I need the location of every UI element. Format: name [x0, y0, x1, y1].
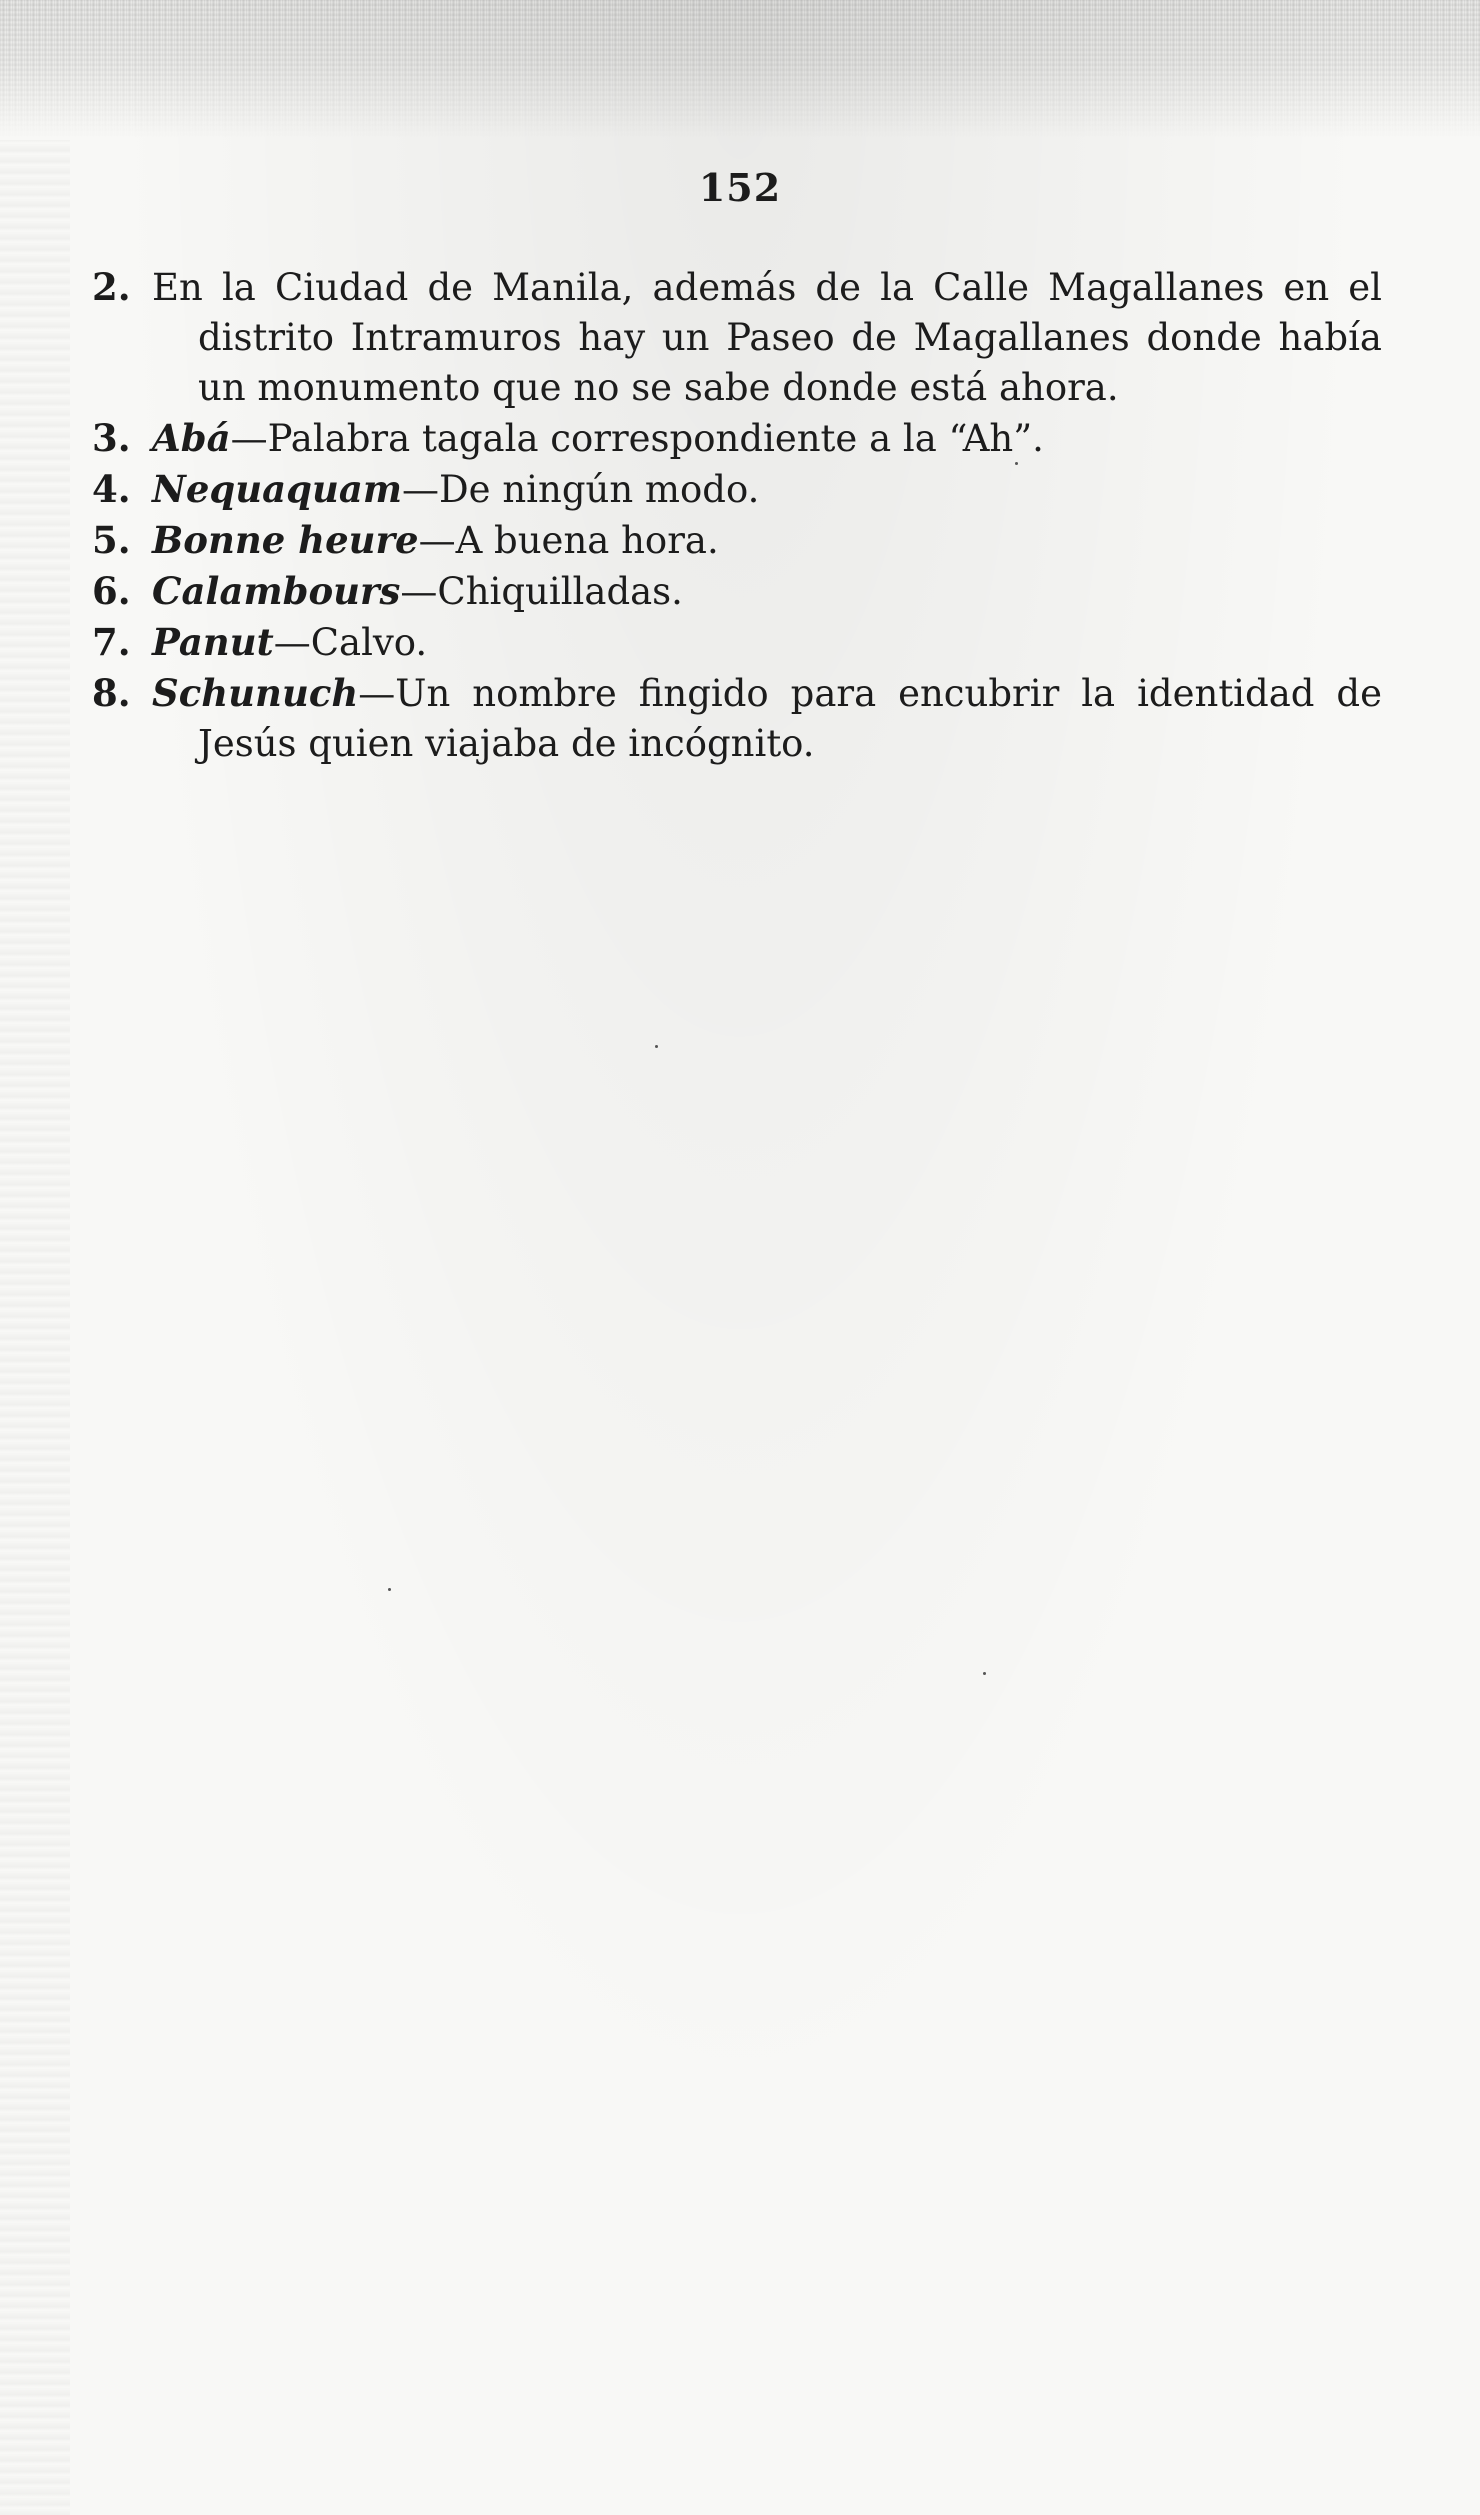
- footnote-3: [92, 413, 1382, 464]
- page-number: 152: [698, 165, 782, 210]
- footnote-text: Calvo.: [310, 621, 428, 664]
- footnote-2: [92, 262, 1382, 413]
- footnotes-list: [92, 262, 1382, 769]
- footnote-number: 2.: [92, 265, 131, 309]
- footnote-separator: —: [230, 417, 268, 460]
- footnote-term: Schunuch: [152, 671, 359, 715]
- footnote-4: [92, 464, 1382, 515]
- footnote-7: [92, 617, 1382, 668]
- footnote-text: Palabra tagala correspondiente a la “Ah”.: [267, 417, 1044, 460]
- footnote-term: Abá: [152, 416, 231, 460]
- dust-speck: [655, 1045, 658, 1048]
- scan-noise-left: [0, 140, 70, 2515]
- footnote-separator: —: [273, 621, 311, 664]
- footnote-number: 3.: [92, 416, 131, 460]
- footnote-term: Bonne heure: [152, 518, 419, 562]
- footnote-text: A buena hora.: [455, 519, 719, 562]
- footnote-separator: —: [358, 672, 396, 715]
- footnote-text: Un nombre fingido para encubrir la identidad de Jesús quien viajaba de incógnito.: [198, 672, 1382, 765]
- footnote-text: De ningún modo.: [439, 468, 760, 511]
- footnote-text: Chiquilladas.: [437, 570, 683, 613]
- footnote-8: [92, 668, 1382, 769]
- footnote-term: Nequaquam: [152, 467, 403, 511]
- footnote-separator: —: [418, 519, 456, 562]
- footnote-number: 8.: [92, 671, 131, 715]
- footnote-5: [92, 515, 1382, 566]
- dust-speck: [983, 1672, 986, 1675]
- footnote-separator: —: [400, 570, 438, 613]
- footnote-term: Calambours: [152, 569, 401, 613]
- footnote-term: Panut: [152, 620, 274, 664]
- footnote-number: 4.: [92, 467, 131, 511]
- footnote-number: 7.: [92, 620, 131, 664]
- footnote-6: [92, 566, 1382, 617]
- footnote-number: 5.: [92, 518, 131, 562]
- footnote-text: En la Ciudad de Manila, además de la Calle Magallanes en el distrito Intramuros hay un Paseo de Magallanes donde había un monumento que no se sabe donde está ahora.: [152, 266, 1382, 409]
- footnote-number: 6.: [92, 569, 131, 613]
- scan-noise-top: [0, 0, 1480, 140]
- footnote-separator: —: [402, 468, 440, 511]
- dust-speck: [388, 1588, 391, 1591]
